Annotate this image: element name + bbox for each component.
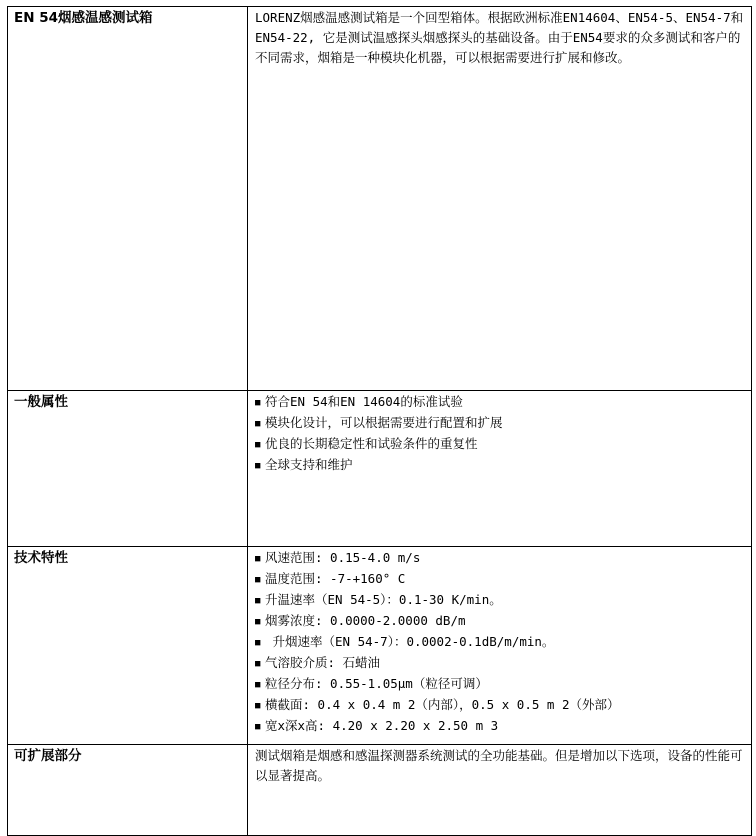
row-label: 技术特性 (14, 550, 68, 566)
list-item-text: 宽x深x高: 4.20 x 2.20 x 2.50 m 3 (265, 718, 499, 733)
list-item-text: 烟雾浓度: 0.0000-2.0000 dB/m (265, 613, 466, 628)
list-item (255, 590, 745, 611)
list-item (255, 611, 745, 632)
row-label: 一般属性 (14, 394, 68, 410)
square-bullet-icon: ■ (255, 554, 261, 564)
list-item (255, 716, 745, 737)
list-item (255, 569, 745, 590)
square-bullet-icon: ■ (255, 617, 261, 627)
list-item (255, 455, 745, 476)
list-item-text: 风速范围: 0.15-4.0 m/s (265, 550, 421, 565)
list-item-text: 优良的长期稳定性和试验条件的重复性 (265, 436, 478, 451)
label-cell (8, 7, 248, 391)
spec-table (7, 6, 752, 836)
list-item-text: 气溶胶介质: 石蜡油 (265, 655, 381, 670)
square-bullet-icon: ■ (255, 659, 261, 669)
square-bullet-icon: ■ (255, 596, 261, 606)
table-row (8, 547, 752, 745)
square-bullet-icon: ■ (255, 419, 261, 429)
table-row (8, 391, 752, 547)
square-bullet-icon: ■ (255, 398, 261, 408)
list-item-text: 升烟速率（EN 54-7）：0.0002-0.1dB/m/min。 (265, 634, 555, 649)
label-cell (8, 391, 248, 547)
list-item (255, 392, 745, 413)
row-label: 可扩展部分 (14, 748, 82, 764)
content-cell (248, 547, 752, 745)
list-item (255, 548, 745, 569)
list-item-text: 温度范围: -7-+160° C (265, 571, 406, 586)
list-item-text: 横截面: 0.4 x 0.4 m 2（内部），0.5 x 0.5 m 2（外部） (265, 697, 620, 712)
square-bullet-icon: ■ (255, 680, 261, 690)
list-item-text: 粒径分布: 0.55-1.05μm（粒径可调） (265, 676, 488, 691)
square-bullet-icon: ■ (255, 638, 261, 648)
list-item (255, 653, 745, 674)
list-item (255, 632, 745, 653)
square-bullet-icon: ■ (255, 575, 261, 585)
content-cell (248, 391, 752, 547)
table-row (8, 7, 752, 391)
content-cell (248, 7, 752, 391)
square-bullet-icon: ■ (255, 701, 261, 711)
list-item-text: 符合EN 54和EN 14604的标准试验 (265, 394, 463, 409)
table-row (8, 745, 752, 836)
bullet-list (255, 392, 745, 476)
square-bullet-icon: ■ (255, 461, 261, 471)
square-bullet-icon: ■ (255, 722, 261, 732)
list-item (255, 413, 745, 434)
row-label: EN 54烟感温感测试箱 (14, 10, 153, 26)
list-item (255, 434, 745, 455)
list-item-text: 模块化设计，可以根据需要进行配置和扩展 (265, 415, 503, 430)
description-paragraph: LORENZ烟感温感测试箱是一个回型箱体。根据欧洲标准EN14604、EN54-5、EN54-7和EN54-22, 它是测试温感探头烟感探头的基础设备。由于EN54要求的众多测试和客户的不同需求，烟箱是一种模块化机器，可以根据需要进行扩展和修改。 (255, 10, 744, 65)
list-item-text: 升温速率（EN 54-5）：0.1-30 K/min。 (265, 592, 502, 607)
square-bullet-icon: ■ (255, 440, 261, 450)
list-item (255, 695, 745, 716)
list-item (255, 674, 745, 695)
bullet-list (255, 548, 745, 737)
label-cell (8, 547, 248, 745)
description-paragraph: 测试烟箱是烟感和感温探测器系统测试的全功能基础。但是增加以下选项，设备的性能可以显著提高。 (255, 748, 743, 783)
content-cell (248, 745, 752, 836)
list-item-text: 全球支持和维护 (265, 457, 353, 472)
label-cell (8, 745, 248, 836)
